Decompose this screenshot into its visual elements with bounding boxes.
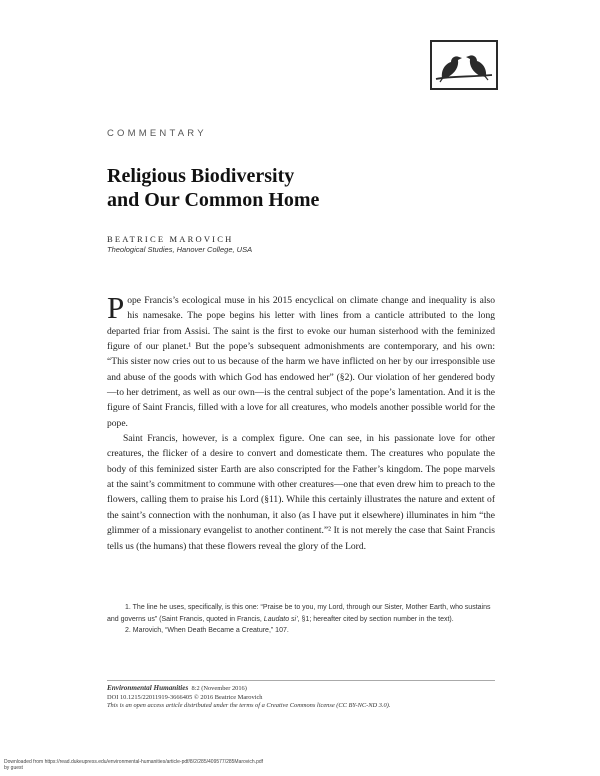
journal-line	[107, 684, 495, 694]
author-affiliation: Theological Studies, Hanover College, USA	[107, 245, 253, 254]
article-title-line-2: and Our Common Home	[107, 189, 320, 211]
journal-name: Environmental Humanities	[107, 684, 189, 692]
journal-issue: 8:2 (November 2016)	[191, 685, 247, 692]
footnotes	[107, 602, 495, 637]
footnote-2: 2. Marovich, “When Death Became a Creature,” 107.	[125, 627, 289, 634]
birds-on-branch-icon	[430, 40, 498, 90]
drop-cap: P	[107, 290, 125, 325]
doi-line: DOI 10.1215/22011919-3666405 © 2016 Beatrice Marovich	[107, 693, 263, 701]
article-title-line-1: Religious Biodiversity	[107, 165, 295, 187]
page-footer	[107, 684, 495, 711]
author-name: BEATRICE MAROVICH	[107, 234, 234, 244]
footer-divider	[107, 680, 495, 681]
download-notice	[4, 759, 263, 771]
section-label: COMMENTARY	[107, 128, 207, 139]
body-paragraph-1	[107, 290, 495, 431]
footnote-1: 1. The line he uses, specifically, is this one: “Praise be to you, my Lord, through our Sister, Mother Earth, who sustains and governs us” (Saint Francis, quoted in Francis, Laudato si’, §1; hereafter cited by section number in the text).	[107, 604, 491, 623]
body-paragraph-2: Saint Francis, however, is a complex figure. One can see, in his passionate love for other creatures, the flicker of a desire to convert and domesticate them. The creatures who populate the body of this feminized sister Earth are also conscripted for the Father’s kingdom. The pope marvels at the saint’s commitment to commune with other creatures—one that even drew him to preach to the flowers, calling them to praise his Lord (§11). While this certainly illustrates the nature and extent of the saint’s connection with the nonhuman, it also (as I have put it elsewhere) illuminates in him “the glimmer of a missionary evangelist to another continent.”² It is not merely the case that Saint Francis tells us (the humans) that these flowers reveal the glory of the Lord.	[107, 433, 495, 552]
article-title	[107, 164, 407, 212]
download-by-guest: by guest	[4, 765, 23, 771]
article-body	[107, 290, 495, 554]
body-paragraph-1-text: ope Francis’s ecological muse in his 2015 encyclical on climate change and inequality is also his namesake. The pope begins his letter with lines from a canticle attributed to the long departed friar from Assisi. The saint is the first to evoke our human sisterhood with the feminized figure of our planet.¹ But the pope’s subsequent admonishments are contemporary, and his own: “This sister now cries out to us because of the harm we have inflicted on her by our irresponsible use and abuse of the goods with which God has endowed her” (§2). Our violation of her gendered body—to her detriment, as well as our own—is the central subject of the pope’s lamentation. And it is the figure of Saint Francis, filled with a love for all creatures, who models another possible world for the pope.	[107, 295, 495, 429]
license-line: This is an open access article distributed under the terms of a Creative Commons license (CC BY-NC-ND 3.0).	[107, 702, 391, 710]
download-source-link[interactable]: Downloaded from https://read.dukeupress.edu/environmental-humanities/article-pdf/8/2/285/409577/285Marovich.pdf	[4, 759, 264, 765]
